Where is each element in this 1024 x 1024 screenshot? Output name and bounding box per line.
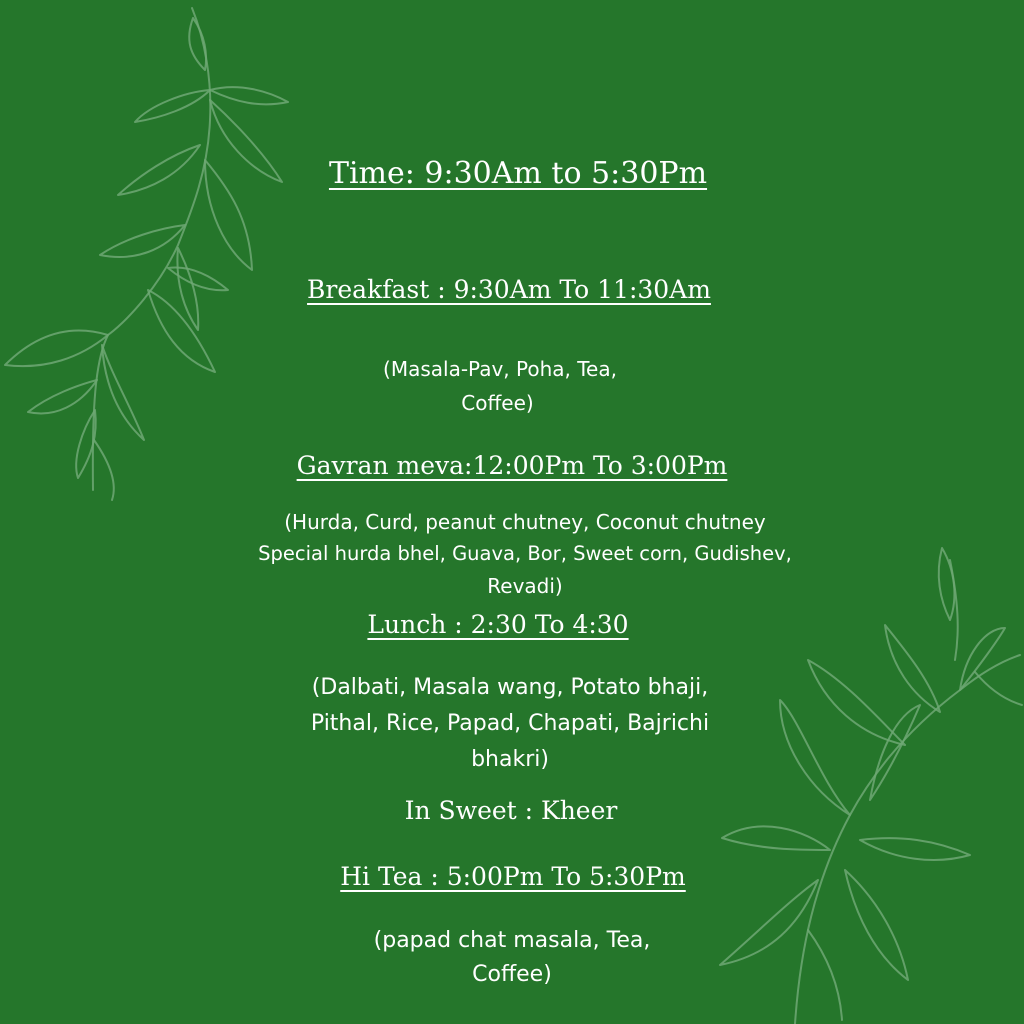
gavran-meva-items: [200, 506, 850, 602]
time-heading: Time: 9:30Am to 5:30Pm: [328, 156, 708, 191]
lunch-items: [260, 670, 760, 778]
hi-tea-items: [312, 924, 712, 992]
lunch-items-line: Pithal, Rice, Papad, Chapati, Bajrichi: [310, 711, 710, 736]
gavran-meva-items-line: (Hurda, Curd, peanut chutney, Coconut chutney: [284, 510, 766, 534]
breakfast-items-line: Coffee): [461, 391, 534, 415]
breakfast-items-line: (Masala-Pav, Poha, Tea,: [383, 357, 617, 381]
gavran-meva-items-line: Revadi): [487, 574, 563, 598]
breakfast-heading: Breakfast : 9:30Am To 11:30Am: [307, 275, 711, 304]
sweet-line: In Sweet : Kheer: [404, 796, 618, 825]
hi-tea-items-line: Coffee): [472, 962, 552, 987]
lunch-items-line: (Dalbati, Masala wang, Potato bhaji,: [311, 675, 709, 700]
gavran-meva-items-line: Special hurda bhel, Guava, Bor, Sweet corn, Gudishev,: [258, 542, 792, 565]
lunch-items-line: bhakri): [471, 747, 549, 772]
breakfast-items: [300, 352, 700, 420]
lunch-heading: Lunch : 2:30 To 4:30: [367, 610, 629, 639]
hi-tea-items-line: (papad chat masala, Tea,: [373, 928, 651, 953]
hi-tea-heading: Hi Tea : 5:00Pm To 5:30Pm: [340, 862, 686, 891]
gavran-meva-heading: Gavran meva:12:00Pm To 3:00Pm: [296, 451, 728, 480]
leaf-branch-icon: [5, 8, 288, 500]
